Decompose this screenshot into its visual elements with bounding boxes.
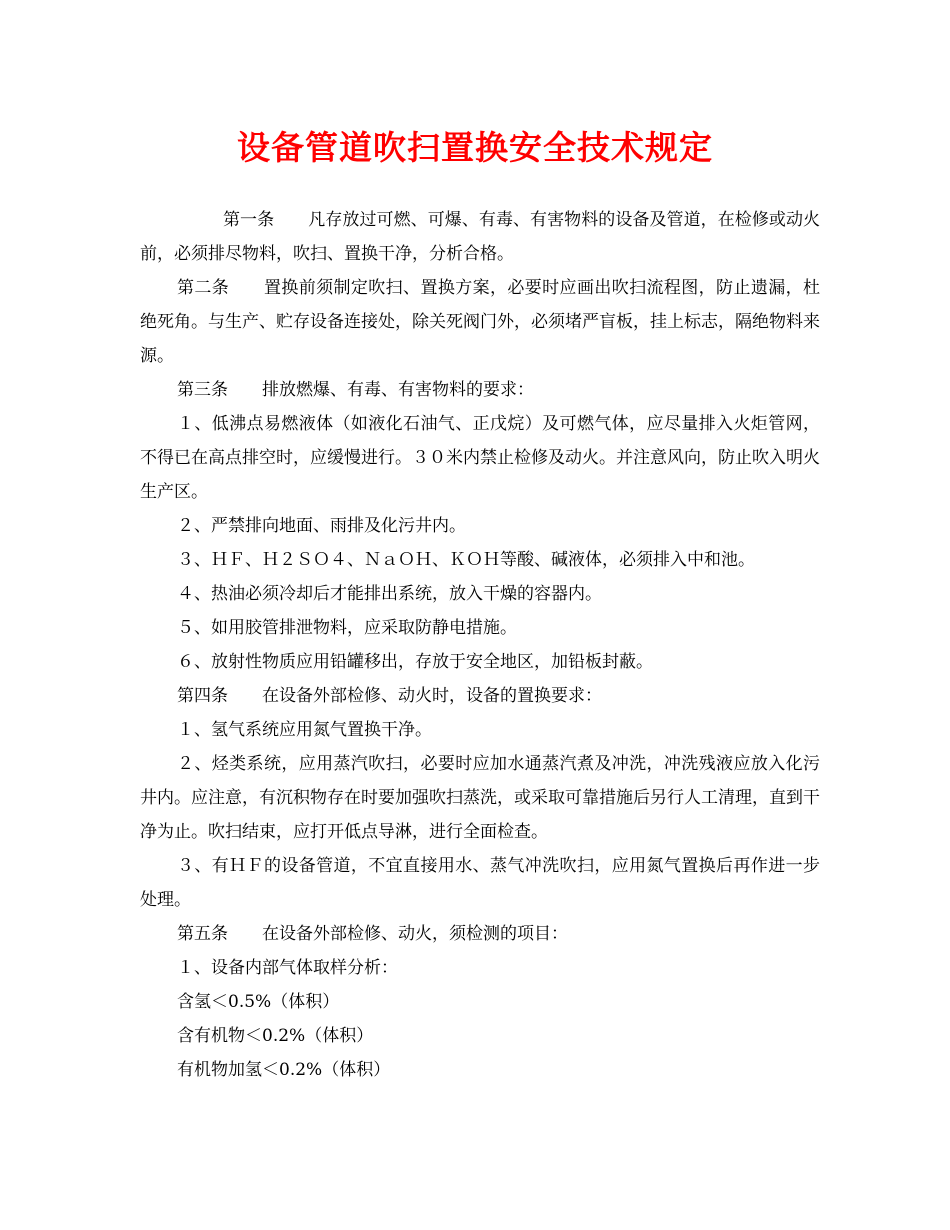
list-item: ２、严禁排向地面、雨排及化污井内。: [177, 516, 466, 536]
list-item: 含氢＜0.5%（体积）: [177, 992, 340, 1012]
list-item: ６、放射性物质应用铅罐移出，存放于安全地区，加铅板封蔽。: [177, 652, 653, 672]
document-body: [140, 203, 820, 1087]
paragraph-article-2: 第二条 置换前须制定吹扫、置换方案，必要时应画出吹扫流程图，防止遗漏，杜绝死角。与生产、贮存设备连接处，除关死阀门外，必须堵严盲板，挂上标志，隔绝物料来源。: [140, 278, 820, 366]
list-item: ４、热油必须冷却后才能排出系统，放入干燥的容器内。: [177, 584, 602, 604]
list-item: １、设备内部气体取样分析：: [177, 958, 398, 978]
paragraph-article-5: 第五条 在设备外部检修、动火，须检测的项目：: [177, 924, 568, 944]
list-item: ２、烃类系统，应用蒸汽吹扫，必要时应加水通蒸汽煮及冲洗，冲洗残液应放入化污井内。应注意，有沉积物存在时要加强吹扫蒸洗，或采取可靠措施后另行人工清理，直到干净为止。吹扫结束，应打开低点导淋，进行全面检查。: [140, 754, 820, 842]
paragraph-article-1: 第一条 凡存放过可燃、可爆、有毒、有害物料的设备及管道，在检修或动火前，必须排尽物料，吹扫、置换干净，分析合格。: [140, 210, 820, 264]
list-item: ３、ＨＦ、Ｈ２ＳＯ４、ＮａＯＨ、ＫＯＨ等酸、碱液体，必须排入中和池。: [177, 550, 755, 570]
list-item: 有机物加氢＜0.2%（体积）: [177, 1060, 391, 1080]
list-item: ５、如用胶管排泄物料，应采取防静电措施。: [177, 618, 517, 638]
list-item: ３、有ＨＦ的设备管道，不宜直接用水、蒸气冲洗吹扫，应用氮气置换后再作进一步处理。: [140, 856, 820, 910]
paragraph-article-3: 第三条 排放燃爆、有毒、有害物料的要求：: [177, 380, 534, 400]
paragraph-article-4: 第四条 在设备外部检修、动火时，设备的置换要求：: [177, 686, 602, 706]
list-item: １、氢气系统应用氮气置换干净。: [177, 720, 432, 740]
document-title: 设备管道吹扫置换安全技术规定: [237, 128, 713, 167]
list-item: 含有机物＜0.2%（体积）: [177, 1026, 374, 1046]
list-item: １、低沸点易燃液体（如液化石油气、正戊烷）及可燃气体，应尽量排入火炬管网，不得已在高点排空时，应缓慢进行。３０米内禁止检修及动火。并注意风向，防止吹入明火生产区。: [140, 414, 820, 502]
